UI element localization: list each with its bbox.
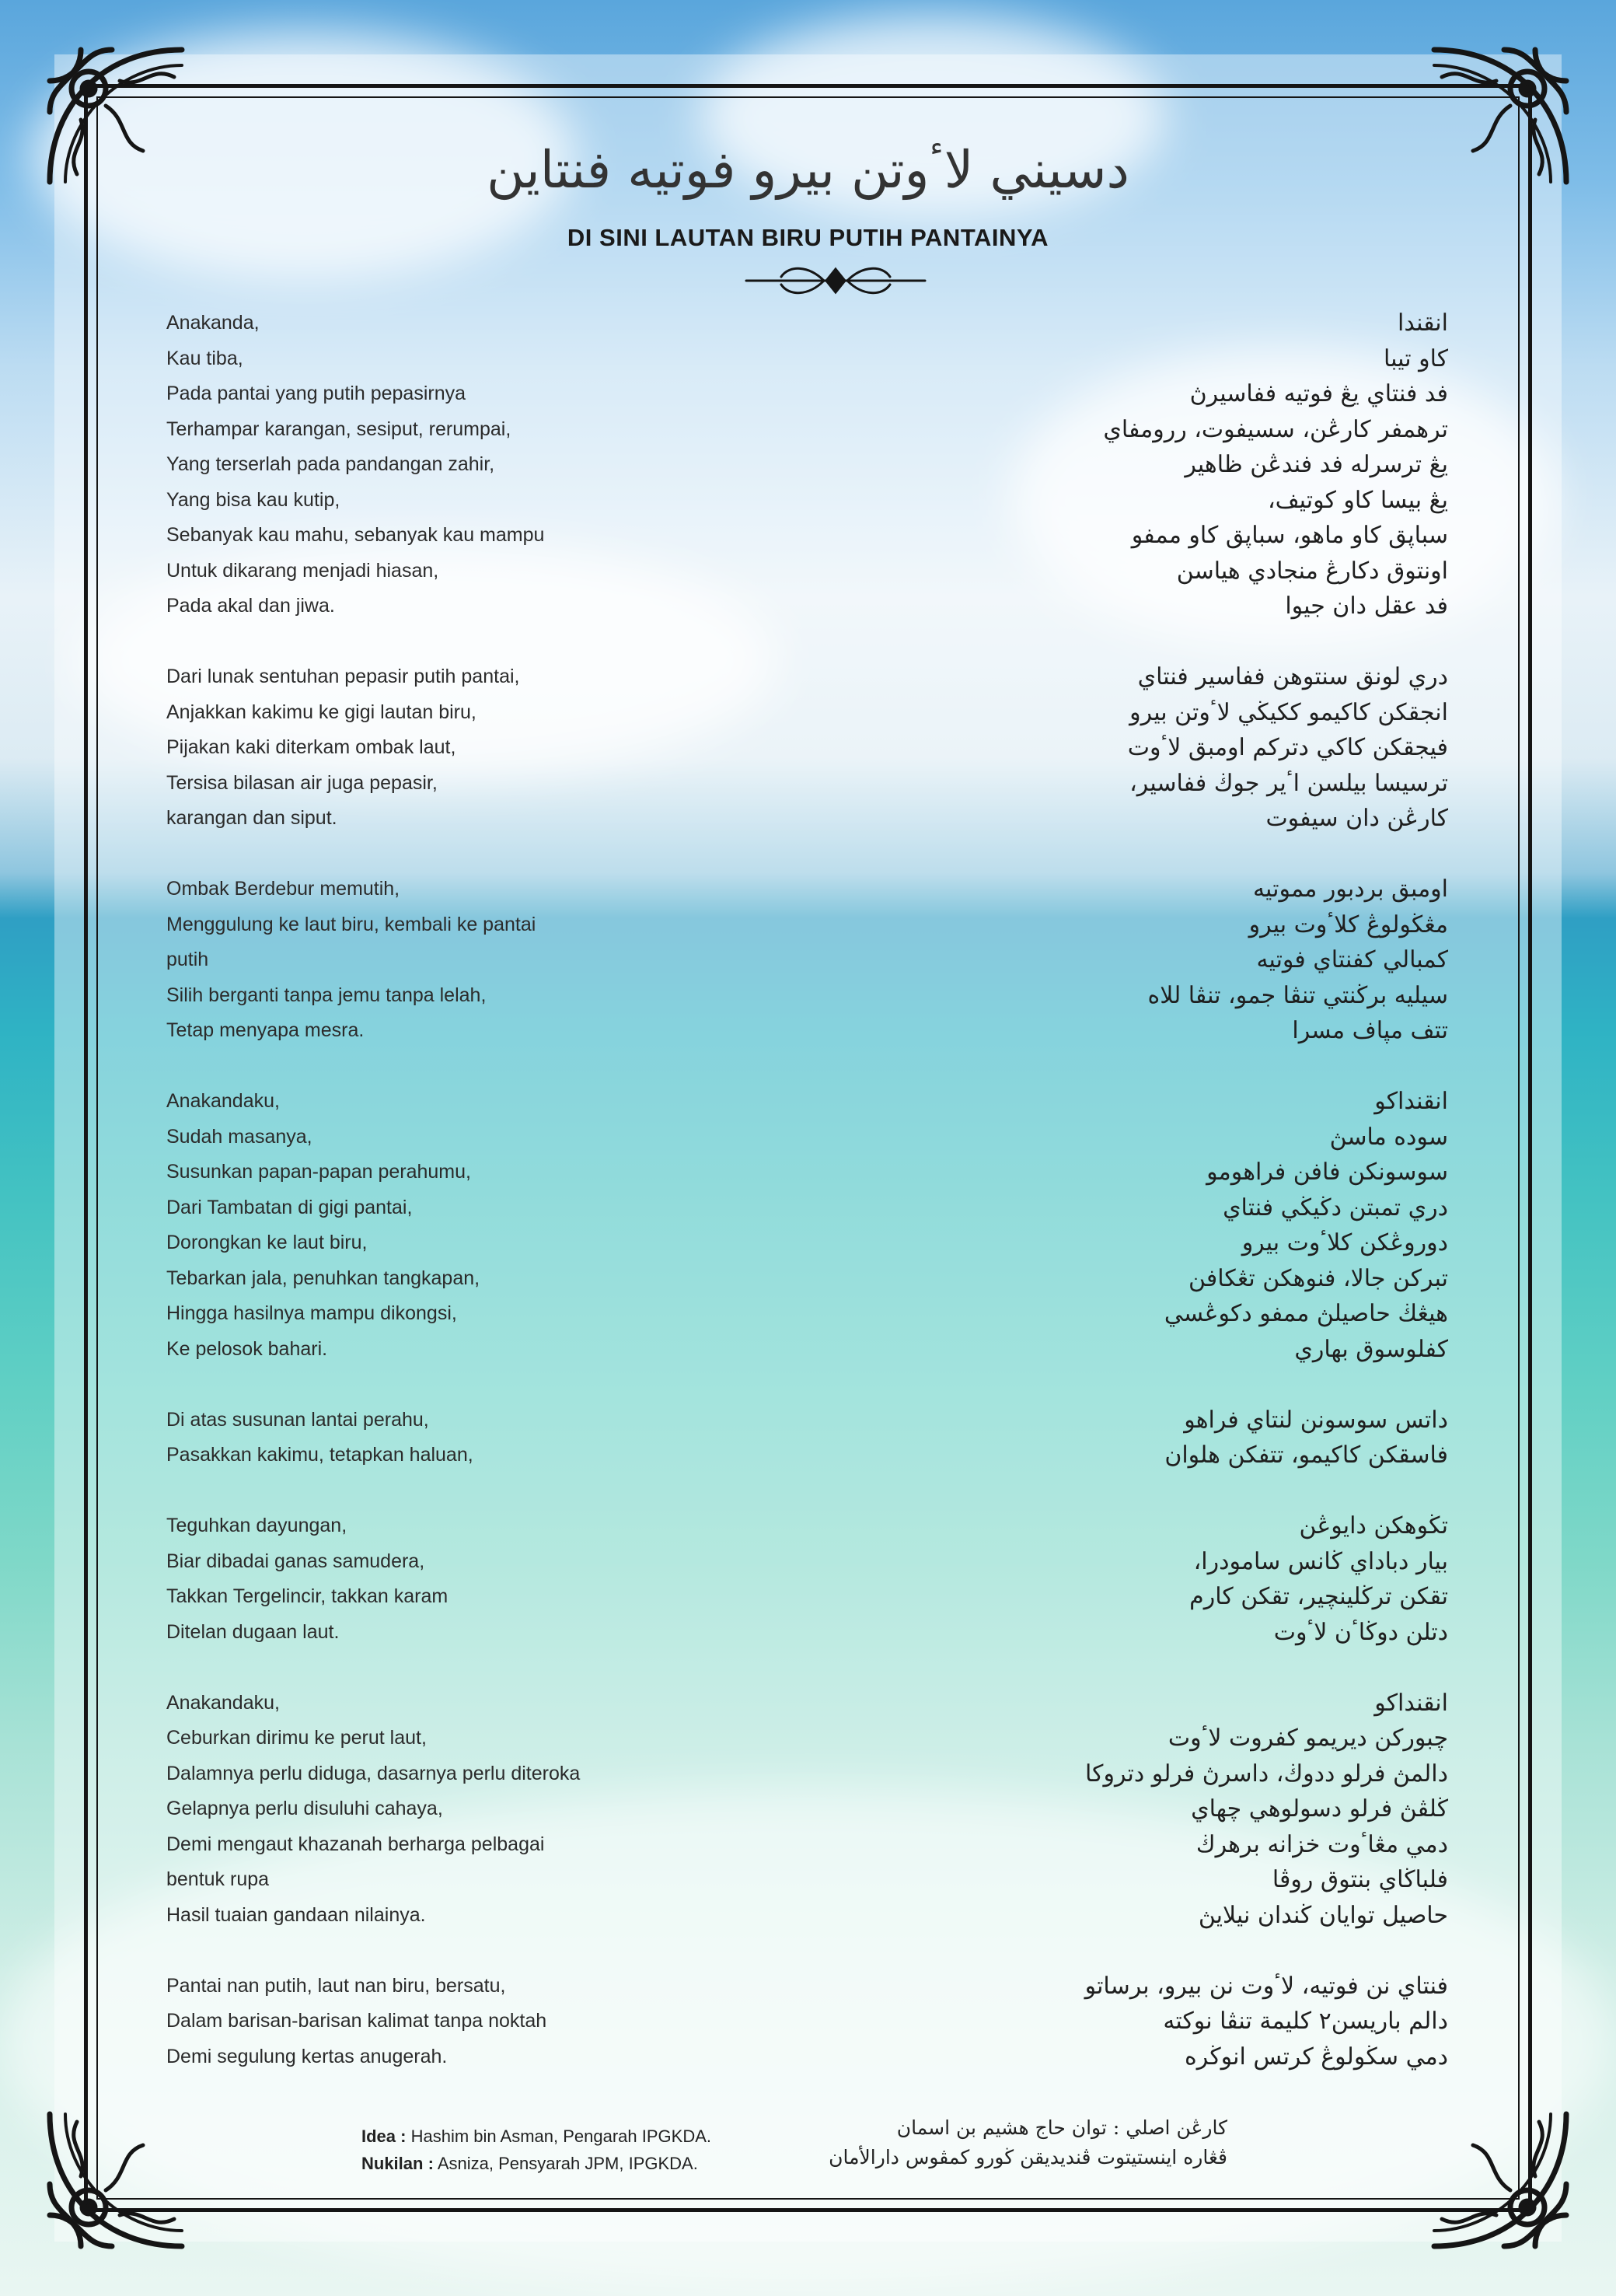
credits-jawi-line: ڤڠاره اينستيتوت ڤنديديقن ڬورو كمڤوس دارالأمان: [829, 2146, 1227, 2168]
poem-line-jawi: سباڽق كاو ماهو، سباڽق كاو ممفو: [1131, 522, 1448, 549]
poem-line-jawi: دالمڽ فرلو ددوڬ، داسرڽ فرلو دتروكا: [1085, 1760, 1448, 1788]
jawi-title: دسيني لاٴوتن بيرو فوتيه فنتاين: [487, 140, 1129, 200]
poem-line-rumi: Hasil tuaian gandaan nilainya.: [166, 1903, 426, 1926]
poem-line-rumi: Hingga hasilnya mampu dikongsi,: [166, 1302, 457, 1324]
poem-line-jawi: انقنداكو: [1374, 1088, 1448, 1115]
poem-line-jawi: سوده ماسڽ: [1329, 1123, 1448, 1151]
poem-line-jawi: كمبالي كفنتاي فوتيه: [1256, 946, 1448, 973]
poem-line-rumi: Sudah masanya,: [166, 1125, 312, 1148]
stanza-gap: [857, 1933, 1448, 1969]
poem-line-rumi: Yang terserlah pada pandangan zahir,: [166, 453, 495, 475]
idea-label: Idea :: [361, 2127, 407, 2146]
poem-line-rumi: Takkan Tergelincir, takkan karam: [166, 1585, 449, 1607]
stanza-gap: [166, 1933, 664, 1969]
poem-line-jawi: انقنداكو: [1374, 1689, 1448, 1717]
poem-line-jawi: سيليه برڬنتي تنڤا جمو، تنڤا للاه: [1147, 981, 1448, 1009]
stanza-gap: [166, 1049, 664, 1085]
poem-line-rumi: Susunkan papan-papan perahumu,: [166, 1161, 471, 1183]
poem-line-rumi: Anjakkan kakimu ke gigi lautan biru,: [166, 701, 476, 723]
poem-line-jawi: كفلوسوق بهاري: [1294, 1335, 1448, 1363]
poem-line-rumi: Di atas susunan lantai perahu,: [166, 1408, 429, 1431]
poem-line-jawi: يڠ بيسا كاو كوتيف،: [1267, 486, 1448, 514]
stanza-gap: [166, 1650, 664, 1686]
poem-line-rumi: Demi segulung kertas anugerah.: [166, 2045, 448, 2067]
stanza-gap: [166, 1473, 664, 1509]
idea-text: Hashim bin Asman, Pengarah IPGKDA.: [410, 2127, 712, 2146]
poem-line-jawi: يڠ ترسرله فد فندڠن ظاهير: [1185, 451, 1448, 478]
poem-line-jawi: دوروڠكن كلاٴوت بيرو: [1241, 1229, 1448, 1256]
poem-line-rumi: Anakandaku,: [166, 1691, 280, 1714]
poem-line-rumi: Pasakkan kakimu, tetapkan haluan,: [166, 1444, 473, 1466]
poem-line-rumi: Ditelan dugaan laut.: [166, 1620, 340, 1643]
poem-line-jawi: مڠڬولوڠ كلاٴوت بيرو: [1248, 910, 1448, 938]
poem-line-jawi: فد عقل دان جيوا: [1285, 592, 1448, 620]
poem-line-rumi: karangan dan siput.: [166, 807, 337, 829]
stanza-gap: [857, 1367, 1448, 1403]
stanza-gap: [166, 1367, 664, 1403]
poem-line-jawi: دري تمبتن دڬيڬي فنتاي: [1223, 1193, 1448, 1221]
poem-line-jawi: حاصيل توايان ڬندان نيلايڽ: [1198, 1901, 1448, 1929]
poem-line-rumi: Sebanyak kau mahu, sebanyak kau mampu: [166, 524, 545, 546]
poem-line-rumi: Pantai nan putih, laut nan biru, bersatu,: [166, 1974, 506, 1997]
poem-line-rumi: Demi mengaut khazanah berharga pelbagai: [166, 1833, 545, 1855]
poem-line-rumi: Ombak Berdebur memutih,: [166, 878, 400, 900]
poem-line-rumi: Anakanda,: [166, 312, 260, 334]
poem-line-rumi: Teguhkan dayungan,: [166, 1515, 347, 1536]
poem-line-jawi: اومبق بردبور مموتيه: [1252, 875, 1448, 903]
poem-line-jawi: تقكن ترڬلينچير، تقكن كارم: [1189, 1583, 1448, 1610]
poem-line-rumi: Pada akal dan jiwa.: [166, 595, 335, 617]
jawi-poem: [857, 306, 1448, 2074]
poem-line-rumi: Dorongkan ke laut biru,: [166, 1232, 368, 1253]
poem-line-rumi: Dari lunak sentuhan pepasir putih pantai,: [166, 666, 520, 687]
poem-line-rumi: Ceburkan dirimu ke perut laut,: [166, 1727, 427, 1749]
rumi-poem: [166, 306, 664, 2074]
poem-line-jawi: فاسقكن كاكيمو، تتفكن هلوان: [1164, 1442, 1448, 1469]
poem-line-jawi: دمي مڠاٴوت خزانه برهرڬ: [1195, 1830, 1448, 1858]
poem-line-jawi: دمي سڬولوڠ كرتس انوڬره: [1185, 2043, 1448, 2071]
poem-line-rumi: Tebarkan jala, penuhkan tangkapan,: [166, 1267, 480, 1289]
credits-jawi-line: كارڠن اصلي : توان حاج هشيم بن اسمان: [896, 2116, 1227, 2139]
poem-line-rumi: Kau tiba,: [166, 347, 243, 369]
poem-line-jawi: تبركن جالا، فنوهكن تڠكافن: [1188, 1264, 1448, 1292]
stanza-gap: [857, 1473, 1448, 1509]
credits: [361, 2123, 711, 2177]
stanza-gap: [857, 1650, 1448, 1686]
stanza-gap: [857, 1049, 1448, 1085]
poem-line-jawi: كارڠن دان سيفوت: [1265, 805, 1448, 832]
stanza-gap: [166, 837, 664, 872]
poem-line-jawi: كاو تيبا: [1383, 344, 1448, 372]
page-title: DI SINI LAUTAN BIRU PUTIH PANTAINYA: [567, 224, 1049, 251]
nukilan-text: Asniza, Pensyarah JPM, IPGKDA.: [437, 2154, 698, 2173]
poem-line-jawi: دالم باريسن٢ كليمة تنڤا نوكته: [1163, 2008, 1448, 2035]
poem-line-rumi: Ke pelosok bahari.: [166, 1337, 328, 1360]
credits-jawi: [761, 2113, 1227, 2172]
poem-line-rumi: Untuk dikarang menjadi hiasan,: [166, 559, 439, 582]
poem-line-jawi: تتف مڽاف مسرا: [1292, 1017, 1448, 1044]
poem-line-rumi: Terhampar karangan, sesiput, rerumpai,: [166, 418, 511, 440]
poem-line-rumi: Dari Tambatan di gigi pantai,: [166, 1196, 413, 1218]
poem-line-jawi: چبوركن ديريمو كفروت لاٴوت: [1167, 1725, 1448, 1752]
poem-line-jawi: انجقكن كاكيمو ككيڬي لاٴوتن بيرو: [1129, 698, 1448, 726]
poem-line-jawi: فد فنتاي يڠ فوتيه ففاسيرڽ: [1189, 380, 1448, 407]
poem-line-rumi: Anakandaku,: [166, 1090, 280, 1112]
poem-line-jawi: هيڠڬ حاصيلڽ ممفو دكوڠسي: [1164, 1300, 1448, 1327]
poem-line-jawi: ترسيسا بيلسن اٴير جوڬ ففاسير،: [1129, 769, 1448, 797]
poem-line-jawi: فلباڬاي بنتوق روڤا: [1272, 1866, 1448, 1893]
poem-line-jawi: انقندا: [1398, 309, 1448, 337]
ornament-corner-icon: [34, 2099, 197, 2262]
poem-line-rumi: putih: [166, 949, 209, 970]
poem-line-jawi: ترهمفر كارڠن، سسيفوت، ررومفاي: [1103, 415, 1448, 443]
stanza-gap: [857, 624, 1448, 660]
poem-line-rumi: Biar dibadai ganas samudera,: [166, 1550, 425, 1572]
poem-line-jawi: ڬلڤڽ فرلو دسولوهي چهاي: [1191, 1795, 1448, 1822]
poem-line-rumi: Tetap menyapa mesra.: [166, 1019, 365, 1041]
poem-line-rumi: Silih berganti tanpa jemu tanpa lelah,: [166, 984, 487, 1006]
poem-line-rumi: bentuk rupa: [166, 1868, 270, 1890]
poem-line-rumi: Menggulung ke laut biru, kembali ke pantai: [166, 913, 536, 935]
poem-line-rumi: Pada pantai yang putih pepasirnya: [166, 383, 466, 404]
poem-line-rumi: Gelapnya perlu disuluhi cahaya,: [166, 1798, 443, 1819]
poem-line-jawi: دتلن دوڬاٴن لاٴوت: [1273, 1618, 1448, 1646]
stanza-gap: [857, 837, 1448, 872]
poem-line-rumi: Tersisa bilasan air juga pepasir,: [166, 771, 438, 794]
flourish-divider-icon: [742, 261, 929, 300]
poem-line-jawi: تڬوهكن دايوڠن: [1299, 1512, 1448, 1539]
poem-line-jawi: داتس سوسونن لنتاي فراهو: [1184, 1406, 1448, 1434]
poem-line-jawi: سوسونكن فافن فراهومو: [1206, 1158, 1448, 1186]
poem-line-rumi: Dalam barisan-barisan kalimat tanpa noktah: [166, 2010, 547, 2032]
poem-line-jawi: فنتاي نن فوتيه، لاٴوت نن بيرو، برساتو: [1084, 1972, 1448, 2000]
stanza-gap: [166, 624, 664, 660]
poem-line-rumi: Pijakan kaki diterkam ombak laut,: [166, 736, 456, 758]
ornament-corner-icon: [1419, 2099, 1582, 2262]
poem-line-rumi: Dalamnya perlu diduga, dasarnya perlu diteroka: [166, 1762, 581, 1784]
poem-line-jawi: اونتوق دكارڠ منجادي هياسن: [1176, 557, 1448, 585]
nukilan-label: Nukilan :: [361, 2154, 434, 2173]
poem-line-jawi: فيجقكن كاكي دتركم اومبق لاٴوت: [1127, 734, 1448, 761]
poem-line-jawi: دري لونق سنتوهن ففاسير فنتاي: [1137, 663, 1448, 690]
poem-line-jawi: بيار دباداي ڬانس سامودرا،: [1193, 1547, 1448, 1575]
poem-line-rumi: Yang bisa kau kutip,: [166, 488, 340, 511]
